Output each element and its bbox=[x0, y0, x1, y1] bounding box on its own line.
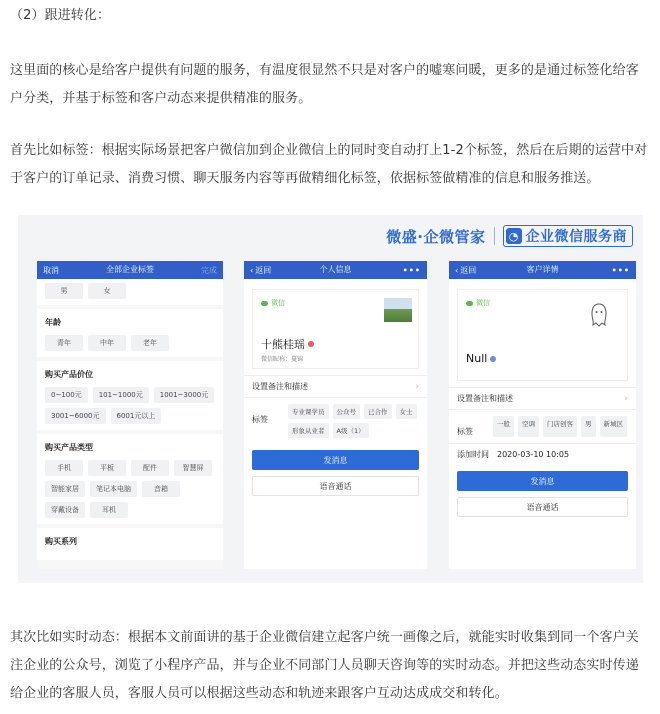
brand-badge bbox=[503, 225, 634, 247]
remark-row[interactable] bbox=[244, 375, 427, 397]
contact-name bbox=[261, 336, 314, 352]
brand-badge-text: 企业微信服务商 bbox=[525, 229, 627, 245]
tag-chip[interactable]: 手机 bbox=[45, 460, 83, 476]
personal-info-title: 个人信息 bbox=[319, 265, 352, 274]
tag-chip[interactable]: 笔记本电脑 bbox=[90, 481, 137, 497]
brand-header bbox=[386, 225, 633, 247]
brand-divider bbox=[494, 227, 495, 245]
wechat-source bbox=[466, 298, 490, 308]
gender-tag-section bbox=[37, 279, 223, 305]
added-time-label: 添加时间 bbox=[457, 450, 489, 459]
tag-chip: 已合作 bbox=[364, 404, 392, 419]
personal-info-screen bbox=[244, 261, 427, 569]
tag-picker-title: 全部企业标签 bbox=[106, 265, 154, 274]
remark-row[interactable] bbox=[449, 387, 636, 409]
section-title: 购买产品价位 bbox=[45, 370, 93, 379]
tag-chip: 一般 bbox=[493, 416, 514, 437]
default-avatar-icon bbox=[589, 302, 609, 328]
personal-info-topbar bbox=[244, 261, 427, 279]
remark-label: 设置备注和描述 bbox=[457, 394, 513, 403]
voice-call-button[interactable]: 语音通话 bbox=[252, 476, 419, 496]
tag-chip[interactable]: 智能家居 bbox=[45, 481, 85, 497]
customer-name bbox=[466, 352, 496, 365]
customer-detail-screen bbox=[449, 261, 636, 569]
cancel-button[interactable]: 取消 bbox=[43, 265, 59, 275]
back-button[interactable] bbox=[455, 265, 476, 276]
chat-bubble-icon: ◔ bbox=[506, 228, 522, 244]
tag-row[interactable] bbox=[449, 409, 636, 443]
tag-chip[interactable]: 智慧屏 bbox=[174, 460, 212, 476]
chevron-left-icon: ‹ bbox=[250, 265, 254, 275]
tag-chip[interactable]: 平板 bbox=[88, 460, 126, 476]
tag-chip[interactable]: 101~1000元 bbox=[93, 387, 149, 403]
tag-chip[interactable]: 女 bbox=[88, 283, 126, 299]
voice-call-button[interactable]: 语音通话 bbox=[457, 497, 628, 517]
wechat-source bbox=[261, 298, 285, 308]
tag-chip[interactable]: 中年 bbox=[88, 335, 126, 351]
tag-chip[interactable]: 穿戴设备 bbox=[45, 502, 85, 518]
section-title: 年龄 bbox=[45, 318, 61, 327]
tag-chip[interactable]: 0~100元 bbox=[45, 387, 88, 403]
price-tag-section bbox=[37, 361, 223, 430]
tag-chip: 女士 bbox=[396, 404, 417, 419]
series-tag-section bbox=[37, 528, 223, 560]
wechat-label: 微信 bbox=[476, 299, 490, 307]
added-time-value: 2020-03-10 10:05 bbox=[497, 450, 570, 459]
paragraph-tags: 首先比如标签：根据实际场景把客户微信加到企业微信上的同时变自动打上1-2个标签，然后在后期的运营中对于客户的订单记录、消费习惯、聊天服务内容等再做精细化标签，依据标签做精准的信息和服务推送。 bbox=[10, 143, 648, 186]
tag-chip: 门店创客 bbox=[543, 416, 577, 437]
tag-chip[interactable]: 老年 bbox=[131, 335, 169, 351]
female-icon bbox=[308, 341, 314, 347]
section-heading: （2）跟进转化： bbox=[10, 8, 111, 23]
tag-chip: 男 bbox=[581, 416, 596, 437]
back-button[interactable] bbox=[250, 265, 271, 276]
customer-detail-topbar bbox=[449, 261, 636, 279]
brand-name: 微盛·企微管家 bbox=[386, 227, 486, 246]
contact-card bbox=[252, 289, 419, 369]
tag-picker-screen bbox=[37, 261, 223, 569]
tag-chip: 新城区 bbox=[600, 416, 628, 437]
tag-chip: 形象从业者 bbox=[288, 423, 329, 438]
contact-name-text: 十熊桂瑶 bbox=[261, 338, 305, 351]
more-icon[interactable]: ••• bbox=[611, 265, 630, 275]
tag-row[interactable] bbox=[244, 397, 427, 444]
added-time-row bbox=[449, 443, 636, 465]
tag-picker-topbar bbox=[37, 261, 223, 279]
wechat-label: 微信 bbox=[271, 299, 285, 307]
tag-chip: A级（1） bbox=[333, 423, 369, 438]
product-screenshot-figure bbox=[18, 215, 643, 583]
chevron-right-icon: › bbox=[624, 393, 628, 404]
send-message-button[interactable]: 发消息 bbox=[252, 450, 419, 470]
tag-chip: 公众号 bbox=[333, 404, 361, 419]
customer-detail-title: 客户详情 bbox=[526, 265, 559, 274]
contact-subtitle: 微信昵称：蔓锦 bbox=[261, 356, 304, 363]
wechat-icon bbox=[261, 301, 268, 306]
send-message-button[interactable]: 发消息 bbox=[457, 471, 628, 491]
tag-chip: 空调 bbox=[518, 416, 539, 437]
tag-chip[interactable]: 青年 bbox=[45, 335, 83, 351]
tag-label: 标签 bbox=[252, 415, 268, 424]
section-title: 购买系列 bbox=[45, 537, 77, 546]
age-tag-section bbox=[37, 309, 223, 357]
remark-label: 设置备注和描述 bbox=[252, 382, 308, 391]
product-type-tag-section bbox=[37, 434, 223, 524]
avatar[interactable] bbox=[384, 298, 412, 322]
tag-label: 标签 bbox=[457, 427, 473, 436]
wechat-icon bbox=[466, 301, 473, 306]
done-button[interactable]: 完成 bbox=[201, 265, 217, 275]
tag-chip[interactable]: 音箱 bbox=[142, 481, 180, 497]
tag-chip: 专业课学员 bbox=[288, 404, 329, 419]
back-label: 返回 bbox=[255, 265, 272, 275]
customer-name-text: Null bbox=[466, 352, 488, 365]
male-icon bbox=[490, 356, 496, 362]
tag-chip[interactable]: 1001~3000元 bbox=[154, 387, 215, 403]
tag-chip[interactable]: 配件 bbox=[131, 460, 169, 476]
tag-chip[interactable]: 3001~6000元 bbox=[45, 408, 106, 424]
tag-chip[interactable]: 耳机 bbox=[90, 502, 128, 518]
customer-card bbox=[457, 289, 628, 381]
tag-chip[interactable]: 男 bbox=[45, 283, 83, 299]
paragraph-intro: 这里面的核心是给客户提供有问题的服务，有温度很显然不只是对客户的嘘寒问暖，更多的是通过标签化给客户分类，并基于标签和客户动态来提供精准的服务。 bbox=[10, 63, 639, 106]
tag-chip[interactable]: 6001元以上 bbox=[111, 408, 162, 424]
more-icon[interactable]: ••• bbox=[402, 265, 421, 275]
paragraph-realtime: 其次比如实时动态：根据本文前面讲的基于企业微信建立起客户统一画像之后，就能实时收集到同一个客户关注企业的公众号，浏览了小程序产品，并与企业不同部门人员聊天咨询等的实时动态。并把这些动态实时传递给企业的客服人员，客服人员可以根据这些动态和轨迹来跟客户互动达成成交和转化。 bbox=[10, 630, 639, 701]
chevron-right-icon: › bbox=[415, 381, 419, 392]
section-title: 购买产品类型 bbox=[45, 443, 93, 452]
back-label: 返回 bbox=[460, 265, 477, 275]
chevron-left-icon: ‹ bbox=[455, 265, 459, 275]
